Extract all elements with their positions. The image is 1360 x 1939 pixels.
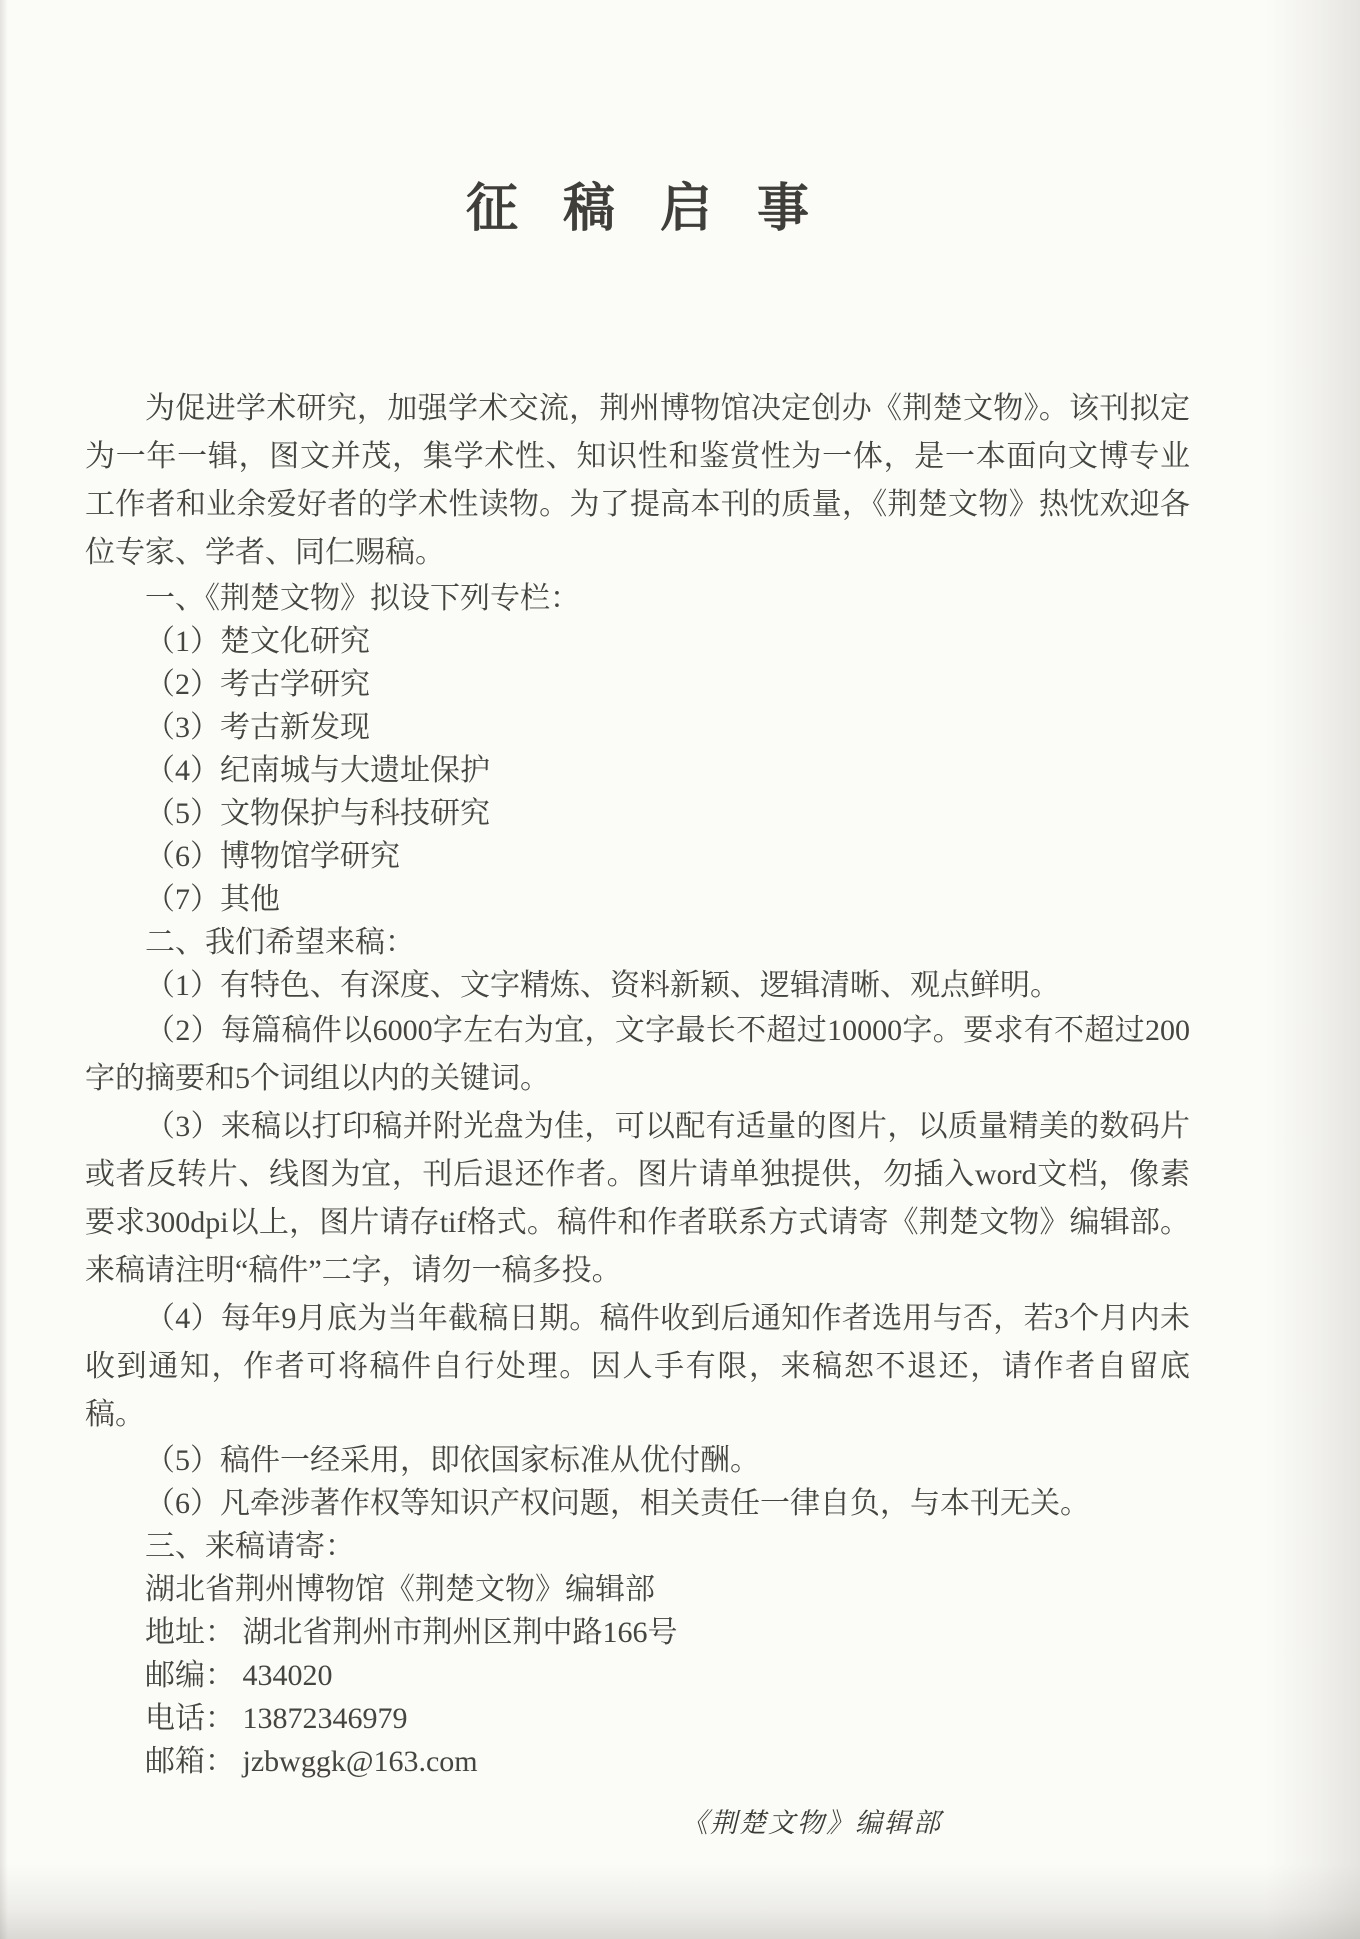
document-content	[85, 180, 1190, 1868]
section1-item: （4）纪南城与大遗址保护	[145, 754, 490, 787]
section1-item: （5）文物保护与科技研究	[145, 797, 490, 830]
page-edge-shadow-right	[1265, 0, 1360, 1939]
section2-item: （6）凡牵涉著作权等知识产权问题，相关责任一律自负，与本刊无关。	[145, 1487, 1090, 1520]
section1-item: （3）考古新发现	[145, 711, 370, 744]
section2-item: （5）稿件一经采用，即依国家标准从优付酬。	[145, 1444, 760, 1477]
page-edge-shadow-bottom	[0, 1864, 1360, 1939]
section2-item: （2）每篇稿件以6000字左右为宜，文字最长不超过10000字。要求有不超过200字的摘要和5个词组以内的关键词。	[85, 1014, 1190, 1095]
email-line: 邮箱： jzbwggk@163.com	[145, 1745, 478, 1778]
postcode-line: 邮编： 434020	[145, 1659, 333, 1692]
page-title: 征稿启事	[465, 181, 854, 238]
section1-item: （2）考古学研究	[145, 668, 370, 701]
phone-line: 电话： 13872346979	[145, 1702, 408, 1735]
section1-item: （1）楚文化研究	[145, 625, 370, 658]
section3-heading: 三、来稿请寄：	[145, 1530, 355, 1563]
address-line: 地址： 湖北省荆州市荆州区荆中路166号	[145, 1616, 678, 1649]
editorial-signature: 《荆楚文物》编辑部	[681, 1808, 942, 1838]
section2-item: （1）有特色、有深度、文字精炼、资料新颖、逻辑清晰、观点鲜明。	[145, 969, 1060, 1002]
section2-item: （4）每年9月底为当年截稿日期。稿件收到后通知作者选用与否，若3个月内未收到通知，作者可将稿件自行处理。因人手有限，来稿恕不退还，请作者自留底稿。	[85, 1302, 1190, 1431]
section2-item: （3）来稿以打印稿并附光盘为佳，可以配有适量的图片，以质量精美的数码片或者反转片、线图为宜，刊后退还作者。图片请单独提供，勿插入word文档，像素要求300dpi以上，图片请存tif格式。稿件和作者联系方式请寄《荆楚文物》编辑部。来稿请注明“稿件”二字，请勿一稿多投。	[85, 1110, 1190, 1287]
section1-item: （6）博物馆学研究	[145, 840, 400, 873]
intro-paragraph: 为促进学术研究，加强学术交流，荆州博物馆决定创办《荆楚文物》。该刊拟定为一年一辑，图文并茂，集学术性、知识性和鉴赏性为一体，是一本面向文博专业工作者和业余爱好者的学术性读物。为了提高本刊的质量，《荆楚文物》热忱欢迎各位专家、学者、同仁赐稿。	[85, 392, 1190, 569]
page-edge-shadow-left	[0, 0, 8, 1939]
section1-heading: 一、《荆楚文物》拟设下列专栏：	[145, 582, 580, 615]
section2-heading: 二、我们希望来稿：	[145, 926, 415, 959]
mailing-recipient: 湖北省荆州博物馆《荆楚文物》编辑部	[145, 1573, 655, 1606]
section1-item: （7）其他	[145, 883, 280, 916]
